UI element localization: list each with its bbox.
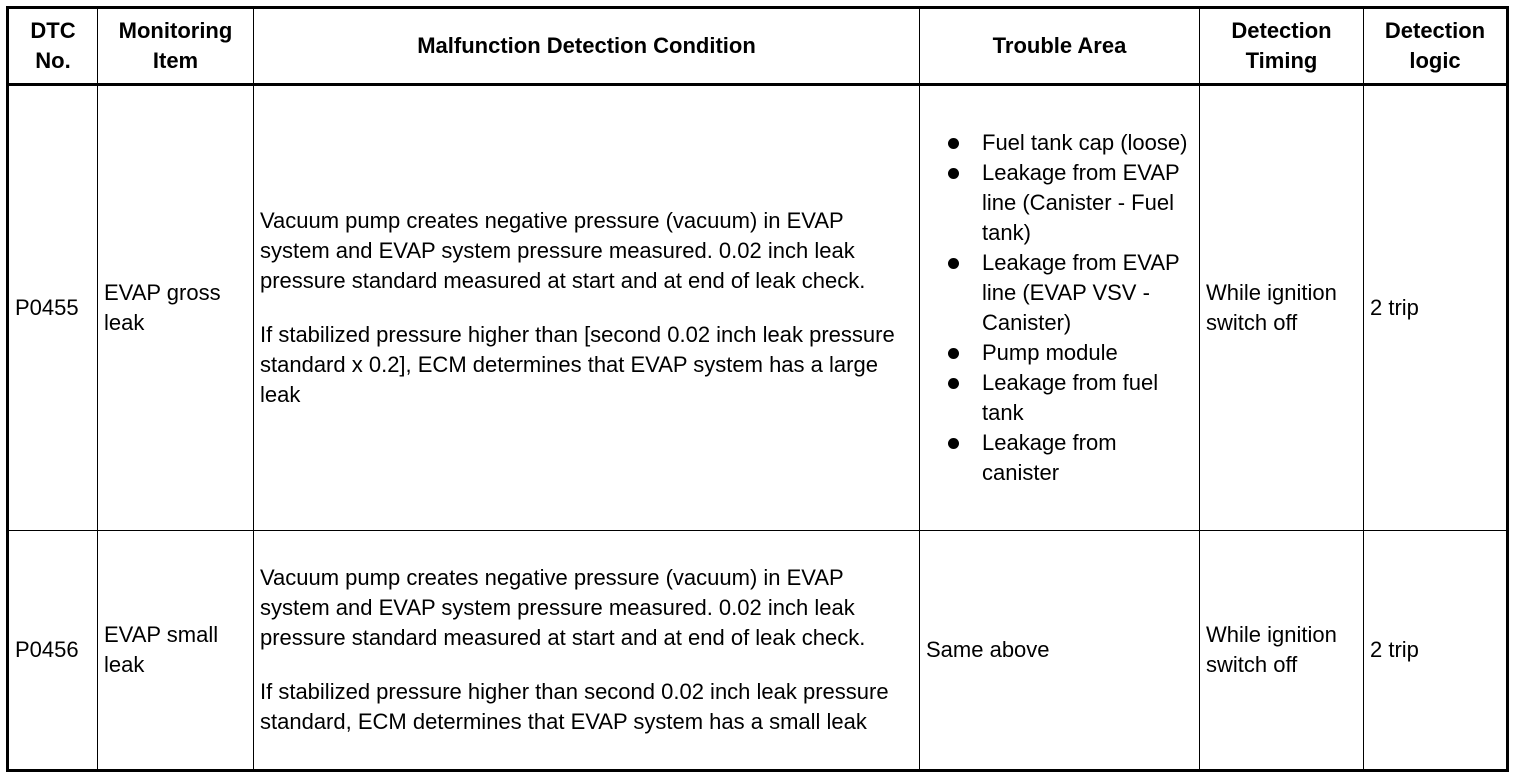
detection-condition [254, 85, 920, 531]
detection-timing: While ignition switch off [1200, 531, 1364, 771]
dtc-code: P0455 [8, 85, 98, 531]
table-row [8, 85, 1508, 531]
monitoring-item: EVAP small leak [98, 531, 254, 771]
dtc-code: P0456 [8, 531, 98, 771]
trouble-area: Same above [920, 531, 1200, 771]
header-row [8, 8, 1508, 85]
dtc-table [6, 6, 1509, 772]
condition-paragraph: If stabilized pressure higher than second 0.02 inch leak pressure standard, ECM determines that EVAP system has a small leak [260, 679, 889, 734]
condition-paragraph: If stabilized pressure higher than [second 0.02 inch leak pressure standard x 0.2], ECM determines that EVAP system has a large leak [260, 322, 895, 407]
header-detection-timing: Detection Timing [1200, 8, 1364, 85]
list-item: Leakage from EVAP line (EVAP VSV - Canister) [946, 248, 1193, 338]
trouble-area-list [926, 128, 1193, 488]
detection-logic: 2 trip [1364, 531, 1508, 771]
header-trouble-area: Trouble Area [920, 8, 1200, 85]
detection-condition [254, 531, 920, 771]
header-condition: Malfunction Detection Condition [254, 8, 920, 85]
list-item: Leakage from fuel tank [946, 368, 1193, 428]
trouble-area [920, 85, 1200, 531]
condition-paragraph: Vacuum pump creates negative pressure (vacuum) in EVAP system and EVAP system pressure measured. 0.02 inch leak pressure standard measured at start and at end of leak check. [260, 565, 866, 650]
detection-timing: While ignition switch off [1200, 85, 1364, 531]
condition-paragraph: Vacuum pump creates negative pressure (vacuum) in EVAP system and EVAP system pressure measured. 0.02 inch leak pressure standard measured at start and at end of leak check. [260, 208, 866, 293]
header-detection-logic: Detection logic [1364, 8, 1508, 85]
header-monitoring-item: Monitoring Item [98, 8, 254, 85]
list-item: Leakage from EVAP line (Canister - Fuel tank) [946, 158, 1193, 248]
list-item: Pump module [946, 338, 1193, 368]
detection-logic: 2 trip [1364, 85, 1508, 531]
monitoring-item: EVAP gross leak [98, 85, 254, 531]
table-row [8, 531, 1508, 771]
list-item: Leakage from canister [946, 428, 1193, 488]
list-item: Fuel tank cap (loose) [946, 128, 1193, 158]
header-dtc-no: DTC No. [8, 8, 98, 85]
